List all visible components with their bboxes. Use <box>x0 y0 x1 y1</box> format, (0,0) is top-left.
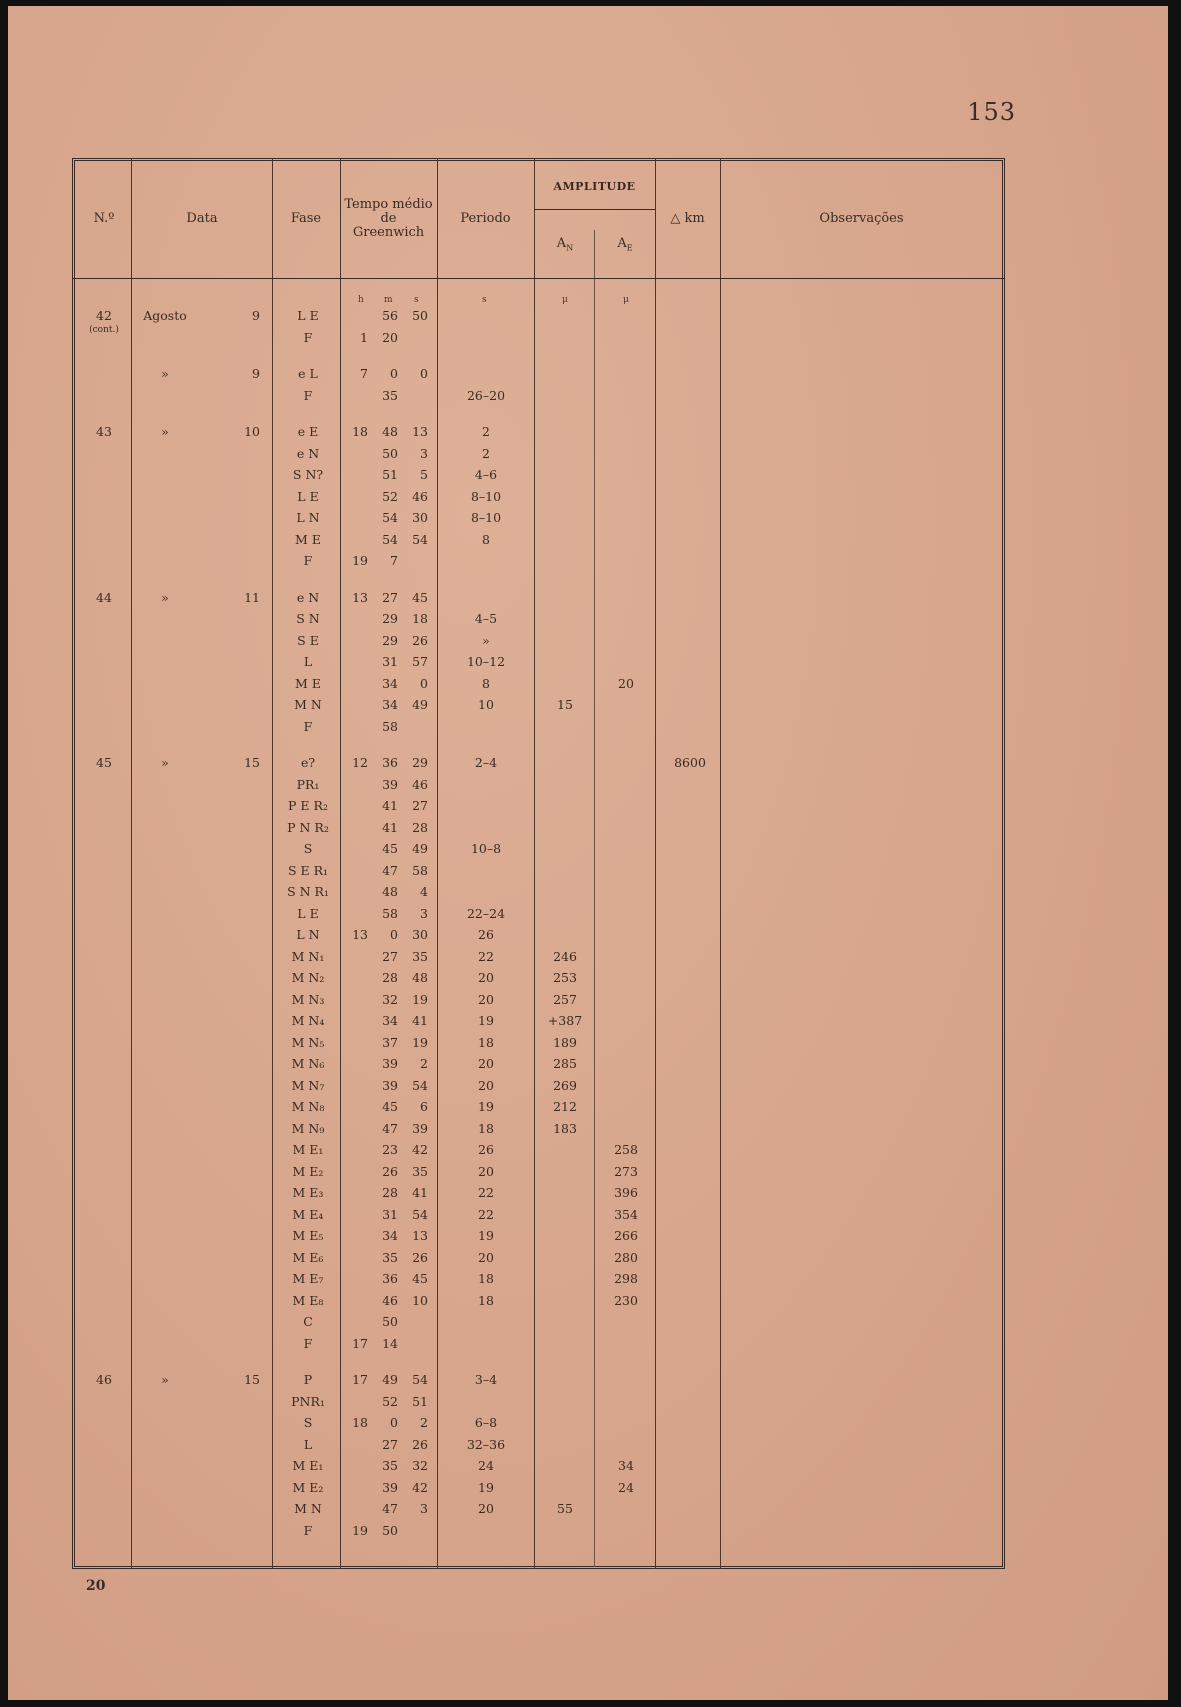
phase-cell: M E₄ <box>292 1206 324 1222</box>
second-cell: 18 <box>412 611 428 626</box>
phase-cell: S N R₁ <box>287 884 329 899</box>
minute-cell: 58 <box>382 905 398 921</box>
period-cell: 20 <box>478 1501 494 1516</box>
hour-cell: 12 <box>352 755 368 770</box>
second-cell: 26 <box>412 1436 428 1452</box>
header-ae <box>600 237 650 256</box>
amplitude-rule <box>534 209 655 210</box>
sheet-signature: 20 <box>86 1578 106 1594</box>
phase-cell: PNR₁ <box>291 1393 325 1409</box>
period-cell: 10–12 <box>466 654 506 669</box>
second-cell: 28 <box>412 819 428 835</box>
amplitude-e-cell: 396 <box>614 1185 638 1200</box>
minute-cell: 7 <box>390 553 398 568</box>
entry-day: 11 <box>244 589 260 605</box>
amplitude-e-cell: 34 <box>618 1458 634 1473</box>
minute-cell: 28 <box>382 1185 398 1200</box>
minute-cell: 28 <box>382 970 398 985</box>
second-cell: 30 <box>412 927 428 942</box>
phase-cell: S E R₁ <box>287 862 329 878</box>
period-cell: 18 <box>478 1271 494 1286</box>
period-cell: 6–8 <box>474 1415 498 1430</box>
unit-an: μ <box>562 295 568 305</box>
amplitude-n-cell: 183 <box>553 1120 577 1136</box>
period-cell: 26 <box>478 927 494 942</box>
minute-cell: 27 <box>382 589 398 605</box>
hour-cell: 13 <box>352 589 368 605</box>
period-cell: » <box>482 632 490 648</box>
second-cell: 3 <box>420 1501 428 1516</box>
entry-month: Agosto <box>143 308 187 323</box>
period-cell: 3–4 <box>474 1372 498 1387</box>
phase-cell: S N? <box>292 467 324 482</box>
period-cell: 22–24 <box>466 905 506 921</box>
second-cell: 45 <box>412 589 428 605</box>
minute-cell: 27 <box>382 948 398 964</box>
second-cell: 4 <box>420 884 428 899</box>
second-cell: 13 <box>412 424 428 439</box>
minute-cell: 52 <box>382 488 398 504</box>
phase-cell: S <box>303 1415 313 1430</box>
phase-cell: M N₁ <box>291 948 325 964</box>
phase-cell: M N₇ <box>291 1077 325 1093</box>
second-cell: 54 <box>412 531 428 547</box>
second-cell: 54 <box>412 1372 428 1387</box>
second-cell: 32 <box>412 1458 428 1473</box>
phase-cell: C <box>303 1314 313 1329</box>
hour-cell: 18 <box>352 424 368 439</box>
minute-cell: 37 <box>382 1034 398 1050</box>
phase-cell: M N₂ <box>291 970 325 985</box>
minute-cell: 36 <box>382 755 398 770</box>
minute-cell: 45 <box>382 841 398 856</box>
phase-cell: M N₈ <box>291 1099 325 1114</box>
header-rule <box>72 278 1005 279</box>
minute-cell: 47 <box>382 862 398 878</box>
phase-cell: M E₁ <box>292 1142 324 1157</box>
amplitude-e-cell: 24 <box>618 1479 634 1495</box>
minute-cell: 58 <box>382 718 398 734</box>
period-cell: 20 <box>478 991 494 1007</box>
minute-cell: 56 <box>382 308 398 323</box>
second-cell: 54 <box>412 1077 428 1093</box>
hour-cell: 13 <box>352 927 368 942</box>
period-cell: 20 <box>478 1163 494 1179</box>
minute-cell: 52 <box>382 1393 398 1409</box>
phase-cell: F <box>303 718 313 734</box>
header-ae-letter: A <box>617 236 627 251</box>
entry-month: » <box>161 1372 169 1387</box>
period-cell: 10–8 <box>470 841 502 856</box>
period-cell: 2 <box>482 445 490 461</box>
phase-cell: L E <box>297 308 319 323</box>
hour-cell: 17 <box>352 1335 368 1351</box>
phase-cell: S N <box>296 611 320 626</box>
second-cell: 54 <box>412 1206 428 1222</box>
minute-cell: 36 <box>382 1271 398 1286</box>
minute-cell: 46 <box>382 1292 398 1308</box>
hour-cell: 19 <box>352 1522 368 1538</box>
unit-hours: h <box>358 295 364 305</box>
phase-cell: F <box>303 553 313 568</box>
period-cell: 8–10 <box>470 488 502 504</box>
minute-cell: 54 <box>382 531 398 547</box>
amplitude-n-cell: 285 <box>553 1056 577 1071</box>
phase-cell: S <box>303 841 313 856</box>
unit-periodo: s <box>482 295 487 305</box>
minute-cell: 0 <box>390 927 398 942</box>
phase-cell: M E₁ <box>292 1458 324 1473</box>
second-cell: 27 <box>412 798 428 813</box>
minute-cell: 50 <box>382 1314 398 1329</box>
phase-cell: M N₅ <box>291 1034 325 1050</box>
entry-day: 15 <box>244 1372 260 1387</box>
period-cell: 22 <box>478 1206 494 1222</box>
period-cell: 4–6 <box>474 467 498 482</box>
hour-cell: 17 <box>352 1372 368 1387</box>
second-cell: 3 <box>420 445 428 461</box>
second-cell: 19 <box>412 991 428 1007</box>
minute-cell: 35 <box>382 1458 398 1473</box>
phase-cell: M E₇ <box>292 1271 324 1286</box>
minute-cell: 49 <box>382 1372 398 1387</box>
second-cell: 26 <box>412 632 428 648</box>
second-cell: 13 <box>412 1228 428 1243</box>
second-cell: 49 <box>412 697 428 712</box>
second-cell: 42 <box>412 1142 428 1157</box>
phase-cell: P N R₂ <box>287 819 329 835</box>
second-cell: 42 <box>412 1479 428 1495</box>
header-an-sub: N <box>566 243 574 253</box>
second-cell: 57 <box>412 654 428 669</box>
minute-cell: 35 <box>382 387 398 403</box>
header-tempo-line3: Greenwich <box>352 225 425 240</box>
second-cell: 46 <box>412 488 428 504</box>
header-an <box>540 237 590 256</box>
second-cell: 58 <box>412 862 428 878</box>
header-observacoes: Observações <box>819 211 904 226</box>
phase-cell: L N <box>296 510 320 525</box>
phase-cell: P E R₂ <box>288 798 328 813</box>
phase-cell: M N₃ <box>291 991 325 1007</box>
entry-day: 9 <box>252 366 260 381</box>
header-tempo-line2: de <box>380 211 397 226</box>
second-cell: 5 <box>420 467 428 482</box>
second-cell: 49 <box>412 841 428 856</box>
second-cell: 30 <box>412 510 428 525</box>
period-cell: 22 <box>478 1185 494 1200</box>
amplitude-e-cell: 266 <box>614 1228 638 1243</box>
period-cell: 20 <box>478 1077 494 1093</box>
period-cell: 8–10 <box>470 510 502 525</box>
phase-cell: M E₂ <box>292 1479 324 1495</box>
phase-cell: M E₅ <box>292 1228 324 1243</box>
amplitude-split-rule <box>594 230 595 1567</box>
period-cell: 19 <box>478 1479 494 1495</box>
period-cell: 8 <box>482 531 490 547</box>
second-cell: 51 <box>412 1393 428 1409</box>
period-cell: 20 <box>478 1249 494 1265</box>
minute-cell: 34 <box>382 1228 398 1243</box>
period-cell: 18 <box>478 1034 494 1050</box>
column-rule <box>534 158 535 1569</box>
amplitude-e-cell: 230 <box>614 1292 638 1308</box>
header-fase: Fase <box>290 211 322 226</box>
period-cell: 8 <box>482 675 490 691</box>
phase-cell: e L <box>298 366 318 381</box>
amplitude-e-cell: 20 <box>618 675 634 691</box>
amplitude-n-cell: 189 <box>553 1034 577 1050</box>
minute-cell: 39 <box>382 776 398 792</box>
amplitude-n-cell: 212 <box>553 1099 577 1114</box>
amplitude-e-cell: 354 <box>614 1206 638 1222</box>
header-data: Data <box>186 211 218 226</box>
phase-cell: M N <box>294 697 322 712</box>
phase-cell: M E₆ <box>292 1249 324 1265</box>
column-rule <box>720 158 721 1569</box>
column-rule <box>655 158 656 1569</box>
phase-cell: M N <box>294 1501 322 1516</box>
minute-cell: 39 <box>382 1056 398 1071</box>
minute-cell: 51 <box>382 467 398 482</box>
period-cell: 10 <box>478 697 494 712</box>
phase-cell: S E <box>297 632 319 648</box>
entry-number: 45 <box>96 755 112 770</box>
hour-cell: 19 <box>352 553 368 568</box>
header-km: △ km <box>670 211 705 226</box>
phase-cell: M E <box>295 531 321 547</box>
second-cell: 6 <box>420 1099 428 1114</box>
second-cell: 41 <box>412 1185 428 1200</box>
entry-month: » <box>161 589 169 605</box>
minute-cell: 26 <box>382 1163 398 1179</box>
minute-cell: 45 <box>382 1099 398 1114</box>
entry-month: » <box>161 366 169 381</box>
period-cell: 19 <box>478 1228 494 1243</box>
period-cell: 24 <box>478 1458 494 1473</box>
second-cell: 35 <box>412 948 428 964</box>
amplitude-e-cell: 273 <box>614 1163 638 1179</box>
minute-cell: 34 <box>382 697 398 712</box>
phase-cell: L <box>303 1436 313 1452</box>
period-cell: 26 <box>478 1142 494 1157</box>
entry-day: 10 <box>244 424 260 439</box>
entry-number: 42 <box>96 308 112 323</box>
second-cell: 0 <box>420 366 428 381</box>
amplitude-n-cell: 257 <box>553 991 577 1007</box>
phase-cell: e? <box>300 755 316 770</box>
header-amplitude: AMPLITUDE <box>553 180 636 193</box>
column-rule <box>272 158 273 1569</box>
second-cell: 45 <box>412 1271 428 1286</box>
header-periodo: Periodo <box>460 211 511 226</box>
minute-cell: 41 <box>382 819 398 835</box>
period-cell: 22 <box>478 948 494 964</box>
unit-seconds: s <box>414 295 419 305</box>
minute-cell: 35 <box>382 1249 398 1265</box>
second-cell: 41 <box>412 1013 428 1028</box>
continued-label: (cont.) <box>89 325 119 335</box>
entry-day: 9 <box>252 308 260 323</box>
phase-cell: F <box>303 1335 313 1351</box>
period-cell: 18 <box>478 1120 494 1136</box>
amplitude-n-cell: 55 <box>557 1501 573 1516</box>
phase-cell: M E <box>295 675 321 691</box>
minute-cell: 20 <box>382 329 398 345</box>
minute-cell: 47 <box>382 1501 398 1516</box>
second-cell: 2 <box>420 1415 428 1430</box>
period-cell: 20 <box>478 970 494 985</box>
minute-cell: 39 <box>382 1479 398 1495</box>
header-an-letter: A <box>556 236 567 251</box>
unit-minutes: m <box>384 295 393 305</box>
minute-cell: 29 <box>382 632 398 648</box>
entry-day: 15 <box>244 755 260 770</box>
period-cell: 32–36 <box>466 1436 506 1452</box>
phase-cell: M E₈ <box>292 1292 324 1308</box>
second-cell: 50 <box>412 308 428 323</box>
second-cell: 26 <box>412 1249 428 1265</box>
period-cell: 26–20 <box>466 387 506 403</box>
phase-cell: F <box>303 387 313 403</box>
minute-cell: 34 <box>382 1013 398 1028</box>
minute-cell: 50 <box>382 1522 398 1538</box>
period-cell: 4–5 <box>474 611 498 626</box>
minute-cell: 14 <box>382 1335 398 1351</box>
entry-number: 43 <box>96 424 112 439</box>
hour-cell: 1 <box>360 329 368 345</box>
minute-cell: 31 <box>382 1206 398 1222</box>
header-tempo <box>340 198 437 240</box>
period-cell: 2 <box>482 424 490 439</box>
minute-cell: 0 <box>390 1415 398 1430</box>
amplitude-n-cell: 253 <box>553 970 577 985</box>
amplitude-e-cell: 258 <box>614 1142 638 1157</box>
second-cell: 2 <box>420 1056 428 1071</box>
distance-cell: 8600 <box>674 755 706 770</box>
phase-cell: F <box>303 1522 313 1538</box>
phase-cell: L E <box>297 488 319 504</box>
minute-cell: 47 <box>382 1120 398 1136</box>
page-number: 153 <box>967 98 1016 126</box>
second-cell: 3 <box>420 905 428 921</box>
phase-cell: e E <box>297 424 319 439</box>
minute-cell: 48 <box>382 424 398 439</box>
minute-cell: 34 <box>382 675 398 691</box>
hour-cell: 18 <box>352 1415 368 1430</box>
phase-cell: M N₄ <box>291 1013 325 1028</box>
minute-cell: 29 <box>382 611 398 626</box>
period-cell: 19 <box>478 1099 494 1114</box>
minute-cell: 32 <box>382 991 398 1007</box>
phase-cell: M N₉ <box>291 1120 325 1136</box>
entry-number: 44 <box>96 589 112 605</box>
second-cell: 48 <box>412 970 428 985</box>
amplitude-n-cell: 269 <box>553 1077 577 1093</box>
minute-cell: 54 <box>382 510 398 525</box>
amplitude-n-cell: +387 <box>547 1013 583 1028</box>
minute-cell: 39 <box>382 1077 398 1093</box>
phase-cell: PR₁ <box>296 776 320 792</box>
minute-cell: 31 <box>382 654 398 669</box>
phase-cell: M E₂ <box>292 1163 324 1179</box>
minute-cell: 41 <box>382 798 398 813</box>
phase-cell: L E <box>297 905 319 921</box>
period-cell: 18 <box>478 1292 494 1308</box>
header-tempo-line1: Tempo médio <box>344 197 433 212</box>
amplitude-n-cell: 246 <box>553 948 577 964</box>
phase-cell: M E₃ <box>292 1185 324 1200</box>
second-cell: 35 <box>412 1163 428 1179</box>
period-cell: 19 <box>478 1013 494 1028</box>
amplitude-e-cell: 280 <box>614 1249 638 1265</box>
second-cell: 39 <box>412 1120 428 1136</box>
second-cell: 29 <box>412 755 428 770</box>
hour-cell: 7 <box>360 366 368 381</box>
minute-cell: 23 <box>382 1142 398 1157</box>
second-cell: 10 <box>412 1292 428 1308</box>
unit-ae: μ <box>623 295 629 305</box>
minute-cell: 0 <box>390 366 398 381</box>
entry-month: » <box>161 424 169 439</box>
phase-cell: L N <box>296 927 320 942</box>
minute-cell: 50 <box>382 445 398 461</box>
header-ae-sub: E <box>626 243 633 253</box>
second-cell: 46 <box>412 776 428 792</box>
amplitude-n-cell: 15 <box>557 697 573 712</box>
phase-cell: P <box>303 1372 313 1387</box>
period-cell: 20 <box>478 1056 494 1071</box>
entry-number: 46 <box>96 1372 112 1387</box>
header-num: N.º <box>93 211 115 226</box>
phase-cell: e N <box>296 589 320 605</box>
entry-month: » <box>161 755 169 770</box>
phase-cell: M N₆ <box>291 1056 325 1071</box>
phase-cell: e N <box>296 445 320 461</box>
amplitude-e-cell: 298 <box>614 1271 638 1286</box>
second-cell: 0 <box>420 675 428 691</box>
period-cell: 2–4 <box>474 755 498 770</box>
second-cell: 19 <box>412 1034 428 1050</box>
phase-cell: F <box>303 329 313 345</box>
minute-cell: 48 <box>382 884 398 899</box>
column-rule <box>437 158 438 1569</box>
phase-cell: L <box>303 654 313 669</box>
minute-cell: 27 <box>382 1436 398 1452</box>
